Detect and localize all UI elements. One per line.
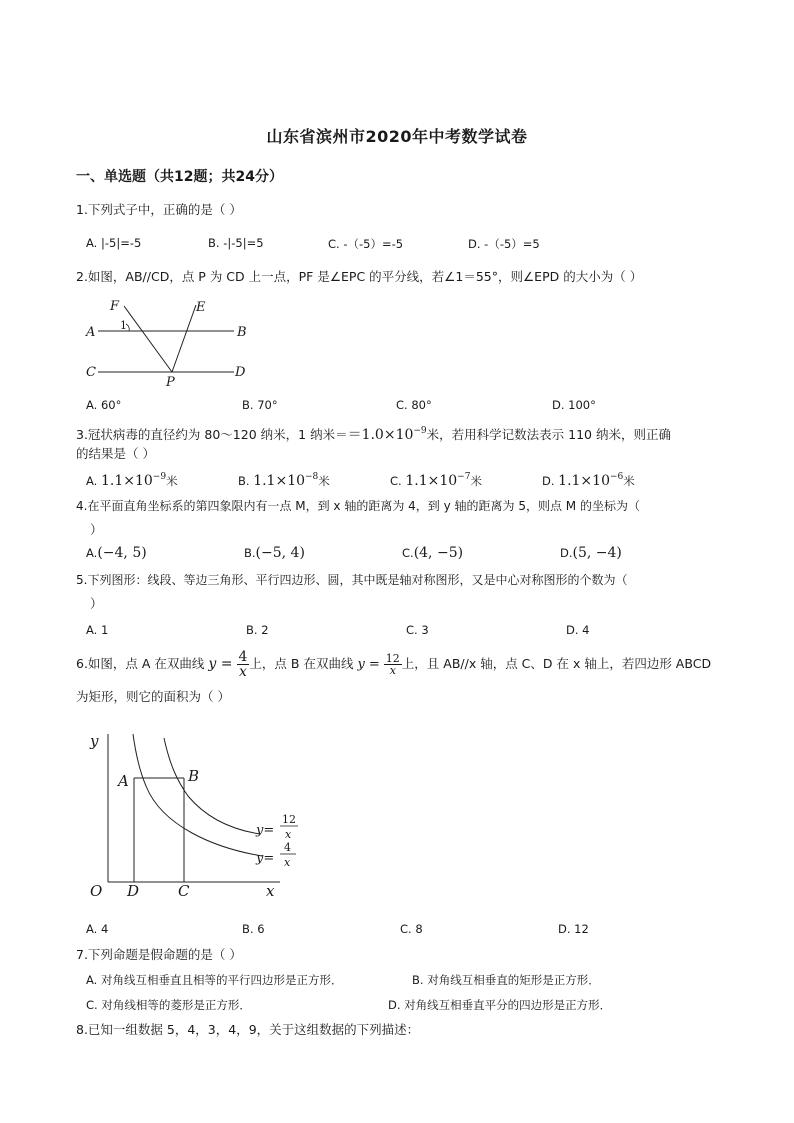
q5-option-c[interactable]: C. 3 [406, 623, 429, 637]
question-8: 8.已知一组数据 5，4，3，4，9，关于这组数据的下列描述： [76, 1022, 420, 1037]
q3-expr-base: 1.0×10 [361, 427, 414, 443]
q5-option-d[interactable]: D. 4 [566, 623, 590, 637]
q2-option-a[interactable]: A. 60° [86, 398, 122, 412]
question-3-line2: 的结果是（ ） [76, 446, 155, 461]
label-a: A [118, 772, 129, 790]
q6-formula-2-frac [384, 653, 402, 676]
q6-formula-1-y: y = [208, 656, 233, 672]
label-o: O [90, 882, 103, 898]
label-f: F [110, 299, 120, 314]
q4-option-b-letter: B. [244, 546, 256, 560]
q7-option-d[interactable]: D. 对角线互相垂直平分的四边形是正方形． [388, 998, 612, 1012]
q4-option-d-letter: D. [560, 546, 573, 560]
q3-option-d-unit: 米 [623, 474, 635, 488]
label-b: B [237, 325, 247, 340]
q3-option-a-letter: A. [86, 474, 98, 488]
q3-option-c-letter: C. [390, 474, 402, 488]
q6-formula-2-num: 12 [385, 652, 400, 665]
curve-4-label-den: x [284, 856, 291, 869]
q4-option-a-value: (−4, 5) [97, 545, 147, 561]
question-6-line2: 为矩形，则它的面积为（ ） [76, 689, 230, 704]
q4-option-a[interactable] [86, 545, 147, 561]
q1-option-c[interactable]: C. -（-5）=-5 [328, 237, 404, 251]
q3-option-c-unit: 米 [470, 474, 482, 488]
q3-option-a-exp: −9 [152, 472, 167, 482]
q4-option-d-value: (5, −4) [572, 545, 622, 561]
q3-expr-exp: −9 [413, 426, 427, 436]
q5-option-a[interactable]: A. 1 [86, 623, 109, 637]
q2-option-d[interactable]: D. 100° [552, 398, 596, 412]
q4-option-c-value: (4, −5) [413, 545, 464, 561]
q6-formula-2-den: x [389, 664, 396, 677]
q6-text-pre: 6.如图，点 A 在双曲线 [76, 656, 205, 671]
q3-option-b-letter: B. [238, 474, 250, 488]
q3-text-pre: 3.冠状病毒的直径约为 80～120 纳米，1 纳米＝ [76, 427, 348, 442]
q3-option-c-base: 1.1×10 [405, 473, 458, 489]
q3-option-a-base: 1.1×10 [100, 473, 153, 489]
q3-option-d-letter: D. [542, 474, 555, 488]
q6-formula-1-frac [237, 650, 250, 679]
q3-option-d-base: 1.1×10 [558, 473, 610, 489]
label-p: P [166, 375, 175, 388]
curve-4-over-x [133, 734, 262, 856]
question-7: 7.下列命题是假命题的是（ ） [76, 947, 242, 962]
q6-text-mid: 上，点 B 在双曲线 [249, 656, 354, 671]
curve-12-label-num: 12 [282, 813, 296, 826]
q3-expression [348, 427, 427, 443]
label-d: D [235, 365, 246, 380]
q4-option-a-letter: A. [86, 546, 98, 560]
label-x: x [266, 882, 275, 898]
q7-option-b[interactable]: B. 对角线互相垂直的矩形是正方形． [412, 973, 600, 987]
q3-option-c-exp: −7 [457, 472, 471, 482]
q3-option-d-exp: −6 [609, 472, 624, 482]
label-e: E [196, 300, 206, 315]
q3-option-b-unit: 米 [318, 474, 330, 488]
curve-12-over-x [164, 738, 260, 834]
line-pe [172, 305, 196, 372]
curve-12-label-den: x [285, 828, 292, 841]
question-2: 2.如图，AB//CD，点 P 为 CD 上一点，PF 是∠EPC 的平分线，若∠1＝55°，则∠EPD 的大小为（ ） [76, 269, 643, 284]
q6-text-post: 上，且 AB//x 轴，点 C、D 在 x 轴上，若四边形 ABCD [401, 656, 712, 671]
label-a: A [86, 325, 96, 340]
q4-option-c[interactable] [402, 545, 463, 561]
section-heading: 一、单选题（共12题；共24分） [76, 169, 283, 185]
q6-formula-1-den: x [239, 664, 247, 680]
question-5-line2: ） [90, 596, 103, 611]
question-1: 1.下列式子中，正确的是（ ） [76, 202, 242, 217]
q1-option-d[interactable]: D. -（-5）=5 [468, 237, 540, 251]
q7-option-c[interactable]: C. 对角线相等的菱形是正方形． [86, 998, 251, 1012]
label-y: y [90, 732, 99, 750]
curve-4-label-y: y= [256, 851, 275, 866]
label-c: C [86, 365, 96, 380]
q3-text-post: 米，若用科学记数法表示 110 纳米，则正确 [426, 427, 671, 442]
question-6 [76, 650, 726, 679]
q6-option-c[interactable]: C. 8 [400, 922, 423, 936]
q3-option-b-base: 1.1×10 [253, 473, 306, 489]
q4-option-d[interactable] [560, 545, 622, 561]
curve-4-label-num: 4 [284, 841, 291, 854]
label-c: C [178, 882, 190, 898]
q7-option-a[interactable]: A. 对角线互相垂直且相等的平行四边形是正方形． [86, 973, 343, 987]
label-b: B [188, 767, 200, 785]
question-4: 4.在平面直角坐标系的第四象限内有一点 M，到 x 轴的距离为 4，到 y 轴的距离为 5，则点 M 的坐标为（ [76, 499, 640, 513]
q1-option-b[interactable]: B. -|-5|=5 [208, 236, 264, 250]
question-4-line2: ） [90, 522, 103, 537]
q3-option-c[interactable] [390, 472, 482, 489]
q5-option-b[interactable]: B. 2 [246, 623, 269, 637]
q6-option-b[interactable]: B. 6 [242, 922, 265, 936]
q3-option-a[interactable] [86, 472, 178, 489]
q3-option-b-exp: −8 [305, 472, 319, 482]
q6-formula-2-y: y = [357, 657, 380, 672]
page-title: 山东省滨州市2020年中考数学试卷 [266, 127, 528, 146]
q4-option-b-value: (−5, 4) [255, 545, 305, 561]
q3-option-d[interactable] [542, 472, 635, 489]
curve-12-label-y: y= [256, 823, 275, 838]
question-5: 5.下列图形：线段、等边三角形、平行四边形、圆，其中既是轴对称图形，又是中心对称图形的个数为（ [76, 573, 628, 587]
q3-expr-eq: ＝ [347, 427, 362, 443]
q4-option-c-letter: C. [402, 546, 414, 560]
q2-option-c[interactable]: C. 80° [396, 398, 432, 412]
line-pf [124, 306, 172, 372]
label-angle-1: 1 [120, 319, 127, 332]
q3-option-b[interactable] [238, 472, 330, 489]
q6-formula-1-num: 4 [238, 649, 248, 665]
q4-option-b[interactable] [244, 545, 305, 561]
q1-option-a[interactable]: A. |-5|=-5 [86, 236, 142, 250]
q3-option-a-unit: 米 [166, 474, 178, 488]
q2-figure [82, 296, 252, 388]
q6-option-a[interactable]: A. 4 [86, 922, 109, 936]
q6-figure [84, 726, 310, 898]
label-d: D [127, 882, 140, 898]
q2-option-b[interactable]: B. 70° [242, 398, 278, 412]
q6-option-d[interactable]: D. 12 [558, 922, 589, 936]
